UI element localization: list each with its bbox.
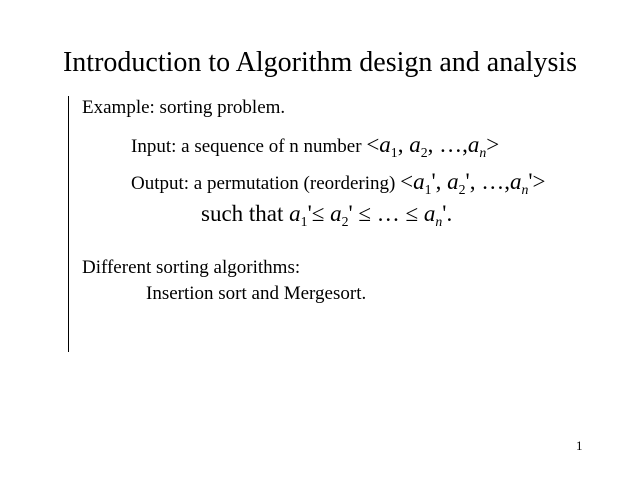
prime-ellipsis: ', …, <box>465 169 510 194</box>
vertical-rule <box>68 96 69 352</box>
var-a: a <box>447 169 459 194</box>
ellipsis: , …, <box>427 132 468 157</box>
input-line <box>131 131 499 161</box>
subscript-2: 2 <box>420 144 428 160</box>
output-line <box>131 168 545 198</box>
open-bracket: < <box>400 169 414 194</box>
such-that-line <box>201 199 452 229</box>
close-bracket: > <box>486 132 500 157</box>
example-text: Example: sorting problem. <box>82 97 286 118</box>
var-a: a <box>423 201 436 226</box>
different-algorithms-text: Different sorting algorithms: <box>82 257 301 278</box>
var-a: a <box>330 201 342 226</box>
algorithms-list: Insertion sort and Mergesort. <box>146 283 367 304</box>
prime-separator: ', <box>431 169 448 194</box>
subscript-1: 1 <box>424 181 432 197</box>
such-that-prefix: such that <box>201 201 290 226</box>
output-sequence <box>400 169 546 197</box>
page-number: 1 <box>576 438 583 453</box>
separator: , <box>397 132 410 157</box>
subscript-n: n <box>479 144 487 160</box>
var-a: a <box>413 169 425 194</box>
leq-ellipsis: ' ≤ … ≤ <box>348 201 424 226</box>
input-prefix: Input: a sequence of n number <box>131 136 367 157</box>
var-a: a <box>379 132 391 157</box>
prime-close-bracket: '> <box>528 169 546 194</box>
var-a: a <box>467 132 480 157</box>
output-prefix: Output: a permutation (reordering) <box>131 173 401 194</box>
subscript-n: n <box>435 213 443 229</box>
subscript-1: 1 <box>300 213 308 229</box>
input-sequence <box>366 132 500 160</box>
slide-title: Introduction to Algorithm design and analysis <box>62 47 578 78</box>
var-a: a <box>409 132 421 157</box>
leq-symbol: '≤ <box>307 201 331 226</box>
subscript-1: 1 <box>390 144 398 160</box>
prime-period: '. <box>442 201 453 226</box>
open-bracket: < <box>366 132 380 157</box>
subscript-2: 2 <box>458 181 466 197</box>
subscript-n: n <box>521 181 529 197</box>
subscript-2: 2 <box>341 213 349 229</box>
var-a: a <box>509 169 522 194</box>
var-a: a <box>289 201 301 226</box>
